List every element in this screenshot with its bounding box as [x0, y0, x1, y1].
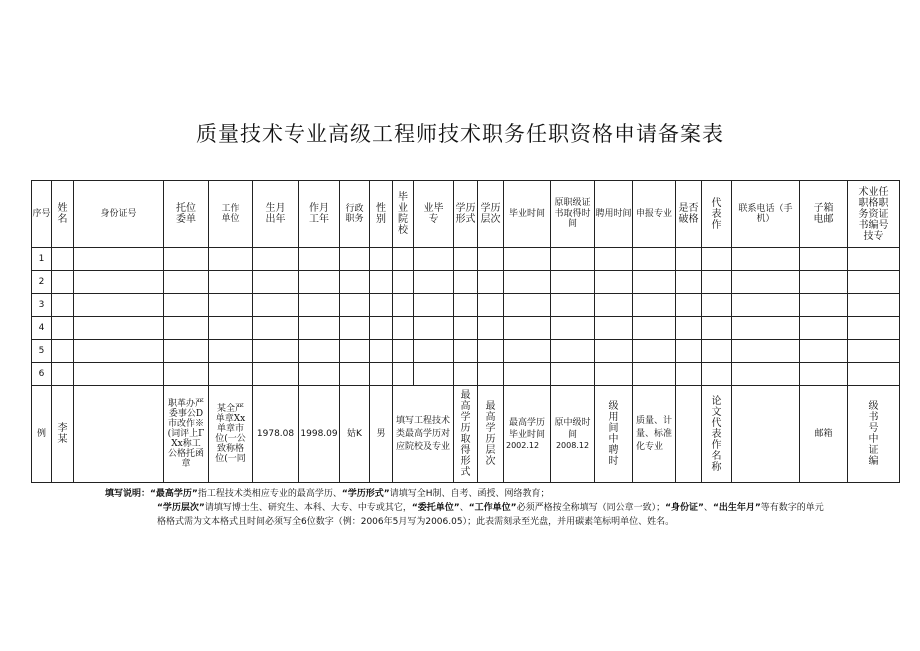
- table-row: [32, 271, 900, 294]
- example-postcode: 邮箱: [800, 386, 848, 483]
- col-header-id-no: 身份证号: [74, 181, 164, 248]
- instructions-line-2: “学历层次”请填写博士生、研究生、本科、大专、中专或其它，“委托单位”、“工作单位”必须严格按全称填写（同公章一致）；“身份证”、“出生年月”等有数字的单元: [157, 503, 824, 513]
- col-header-name: 姓名: [52, 181, 74, 248]
- example-row: [32, 386, 900, 483]
- table-row: [32, 294, 900, 317]
- example-breakthrough: [676, 386, 702, 483]
- col-header-major: 业毕专: [414, 181, 454, 248]
- col-header-rep-works: 代表作: [702, 181, 732, 248]
- example-rep-works: 论文代表作名称: [702, 386, 732, 483]
- instructions-line-3: 格格式需为文本格式且时间必须写全6位数字（例：2006年5月写为2006.05）；此表需刻录至光盘，并用碳素笔标明单位、姓名。: [157, 517, 675, 527]
- col-header-seq: 序号: [32, 181, 52, 248]
- col-header-apply-major: 申报专业: [633, 181, 676, 248]
- application-table: [31, 180, 900, 483]
- col-header-grad-time: 毕业时间: [504, 181, 551, 248]
- example-phone: [732, 386, 800, 483]
- instructions-line-1: 填写说明：“最高学历”指工程技术类相应专业的最高学历、“学历形式”请填写全Η制、自考、函授、网络教育；: [105, 489, 550, 499]
- example-work-unit: 某全严单章Xx单章市位(一公致称格位(一同: [209, 386, 253, 483]
- example-grad-school: 填写工程技术类最高学历对应院校及专业: [393, 386, 454, 483]
- example-edu-level: 最高学历层次: [478, 386, 504, 483]
- example-hire-time: 级用间中聘时: [595, 386, 633, 483]
- row-number: 1: [32, 248, 52, 271]
- example-id-no: [74, 386, 164, 483]
- col-header-edu-form: 学历形式: [454, 181, 478, 248]
- example-grad-time: 最高学历毕业时间 2002.12: [504, 386, 551, 483]
- example-apply-major: 质量、计量、标准化专业: [633, 386, 676, 483]
- col-header-grad-school: 毕业院校: [393, 181, 414, 248]
- row-number: 6: [32, 363, 52, 386]
- table-row: [32, 248, 900, 271]
- example-gender: 男: [370, 386, 393, 483]
- row-number: 5: [32, 340, 52, 363]
- example-admin-post: 姑K: [340, 386, 370, 483]
- row-number: 2: [32, 271, 52, 294]
- table-row: [32, 317, 900, 340]
- example-work-start: 1998.09: [299, 386, 340, 483]
- example-edu-form: 最高学历取得形式: [454, 386, 478, 483]
- example-seq: 例: [32, 386, 52, 483]
- example-cert-no: 级书号中证编: [848, 386, 900, 483]
- col-header-gender: 性别: [370, 181, 393, 248]
- col-header-admin-post: 行政职务: [340, 181, 370, 248]
- row-number: 3: [32, 294, 52, 317]
- example-orig-cert-time: 原中级时间 2008.12: [551, 386, 595, 483]
- col-header-orig-cert-time: 原职级证书取得时间: [551, 181, 595, 248]
- col-header-entrust: 托位委单: [164, 181, 209, 248]
- fill-instructions: [105, 487, 895, 529]
- col-header-work-unit: 工作单位: [209, 181, 253, 248]
- col-header-hire-time: 聘用时间: [595, 181, 633, 248]
- col-header-breakthrough: 是否破格: [676, 181, 702, 248]
- row-number: 4: [32, 317, 52, 340]
- col-header-birth: 生月出年: [253, 181, 299, 248]
- header-row: [32, 181, 900, 248]
- example-name: 李某: [52, 386, 74, 483]
- table-row: [32, 363, 900, 386]
- col-header-postcode: 子箱电邮: [800, 181, 848, 248]
- example-birth: 1978.08: [253, 386, 299, 483]
- col-header-phone: 联系电话（手机）: [732, 181, 800, 248]
- form-title: 质量技术专业高级工程师技术职务任职资格申请备案表: [196, 122, 724, 146]
- example-entrust: 职革办严委事公D市改作※(词评上ΓXx称工公格托函章: [164, 386, 209, 483]
- col-header-work-start: 作月工年: [299, 181, 340, 248]
- table-row: [32, 340, 900, 363]
- col-header-edu-level: 学历层次: [478, 181, 504, 248]
- col-header-cert-no: 术业任职格职务资证书编号技专: [848, 181, 900, 248]
